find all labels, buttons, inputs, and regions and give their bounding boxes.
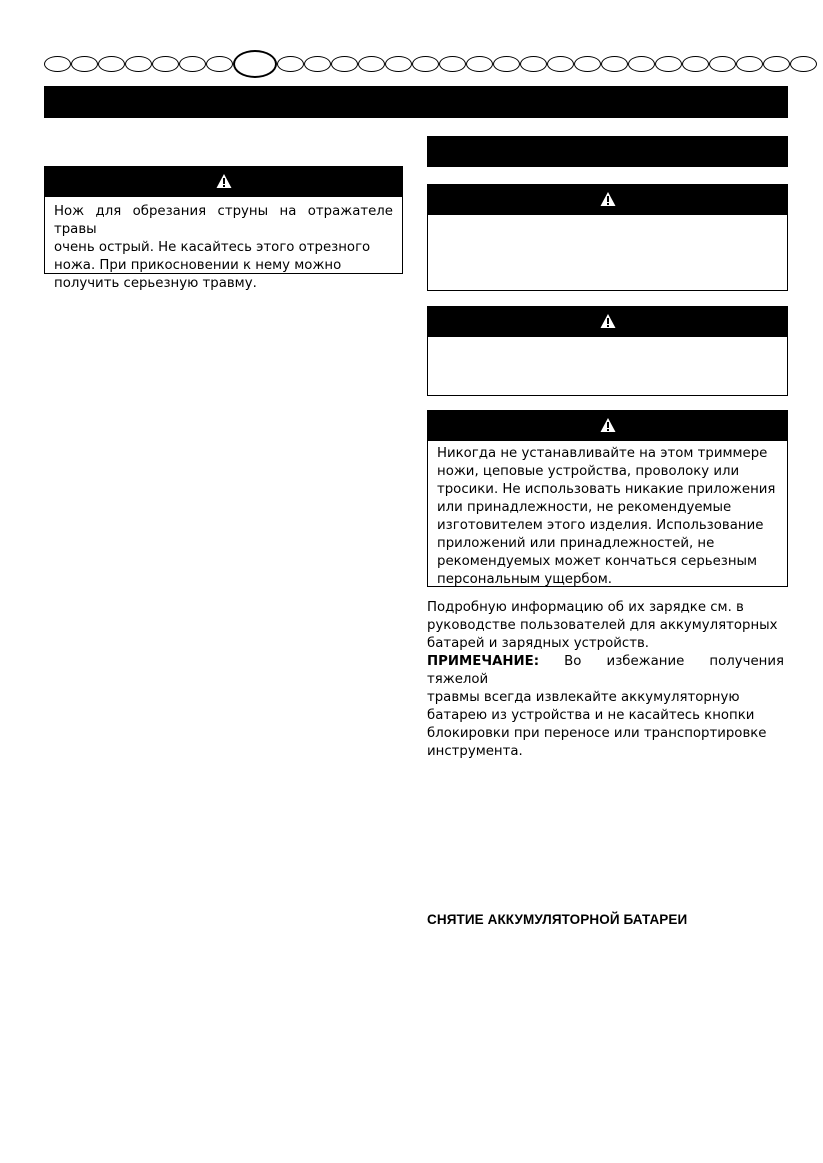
language-tab <box>44 56 71 72</box>
paragraph-line: травмы всегда извлекайте аккумуляторную <box>427 690 740 705</box>
warning-line: изготовителем этого изделия. Использование <box>437 518 764 533</box>
warning-triangle-icon <box>216 173 232 189</box>
note-label: ПРИМЕЧАНИЕ: <box>427 654 540 669</box>
warning-header <box>428 411 787 441</box>
warning-line: получить серьезную травму. <box>54 276 257 291</box>
warning-line: приложений или принадлежностей, не <box>437 536 715 551</box>
section-title: СНЯТИЕ АККУМУЛЯТОРНОЙ БАТАРЕИ <box>427 912 688 927</box>
warning-text <box>45 197 402 293</box>
note-first-line-text: Во избежание получения тяжелой <box>427 654 784 687</box>
language-tab <box>439 56 466 72</box>
note-first-line <box>427 653 784 689</box>
warning-header <box>428 185 787 215</box>
warning-line: очень острый. Не касайтесь этого отрезного <box>54 240 371 255</box>
language-tab <box>71 56 98 72</box>
section-header-bar <box>427 136 788 167</box>
warning-line: или принадлежности, не рекомендуемые <box>437 500 732 515</box>
language-tab <box>385 56 412 72</box>
language-tab <box>152 56 179 72</box>
language-tab <box>763 56 790 72</box>
warning-line: персональным ущербом. <box>437 572 612 587</box>
warning-text <box>428 441 787 589</box>
language-tab <box>179 56 206 72</box>
paragraph-line: руководстве пользователей для аккумуляторных <box>427 618 778 633</box>
language-tab <box>331 56 358 72</box>
language-tab <box>98 56 125 72</box>
language-tab <box>304 56 331 72</box>
header-bar <box>44 86 788 118</box>
language-tab <box>655 56 682 72</box>
warning-line: рекомендуемых может кончаться серьезным <box>437 554 758 569</box>
warning-line: тросики. Не использовать никакие приложения <box>437 482 776 497</box>
warning-header <box>45 167 402 197</box>
language-tab <box>412 56 439 72</box>
language-tab <box>125 56 152 72</box>
language-tab <box>547 56 574 72</box>
language-tab <box>520 56 547 72</box>
language-tab <box>682 56 709 72</box>
warning-box-attachments <box>427 410 788 587</box>
warning-box-2 <box>427 306 788 396</box>
warning-box-blade <box>44 166 403 291</box>
language-tab-active <box>233 50 277 78</box>
warning-line: Нож для обрезания струны на отражателе травы <box>54 204 393 237</box>
language-tab <box>206 56 233 72</box>
paragraph-line: инструмента. <box>427 744 523 759</box>
warning-header <box>428 307 787 337</box>
warning-line: ножа. При прикосновении к нему можно <box>54 258 342 273</box>
paragraph-line: батарей и зарядных устройств. <box>427 636 650 651</box>
language-tab <box>358 56 385 72</box>
language-tab <box>277 56 304 72</box>
language-tab <box>493 56 520 72</box>
language-tab <box>601 56 628 72</box>
paragraph-line: батарею из устройства и не касайтесь кнопки <box>427 708 755 723</box>
warning-box-1 <box>427 184 788 291</box>
paragraph-line: Подробную информацию об их зарядке см. в <box>427 600 744 615</box>
language-tab <box>466 56 493 72</box>
language-tab <box>709 56 736 72</box>
charging-info-paragraph <box>427 599 784 653</box>
note-paragraph <box>427 653 784 761</box>
warning-triangle-icon <box>600 417 616 433</box>
paragraph-line: блокировки при переносе или транспортировке <box>427 726 767 741</box>
warning-triangle-icon <box>600 191 616 207</box>
warning-line: Никогда не устанавливайте на этом триммере <box>437 446 768 461</box>
warning-triangle-icon <box>600 313 616 329</box>
language-tab <box>790 56 817 72</box>
warning-line: ножи, цеповые устройства, проволоку или <box>437 464 740 479</box>
language-tab <box>736 56 763 72</box>
language-tabs <box>44 50 784 80</box>
language-tab <box>628 56 655 72</box>
language-tab <box>574 56 601 72</box>
